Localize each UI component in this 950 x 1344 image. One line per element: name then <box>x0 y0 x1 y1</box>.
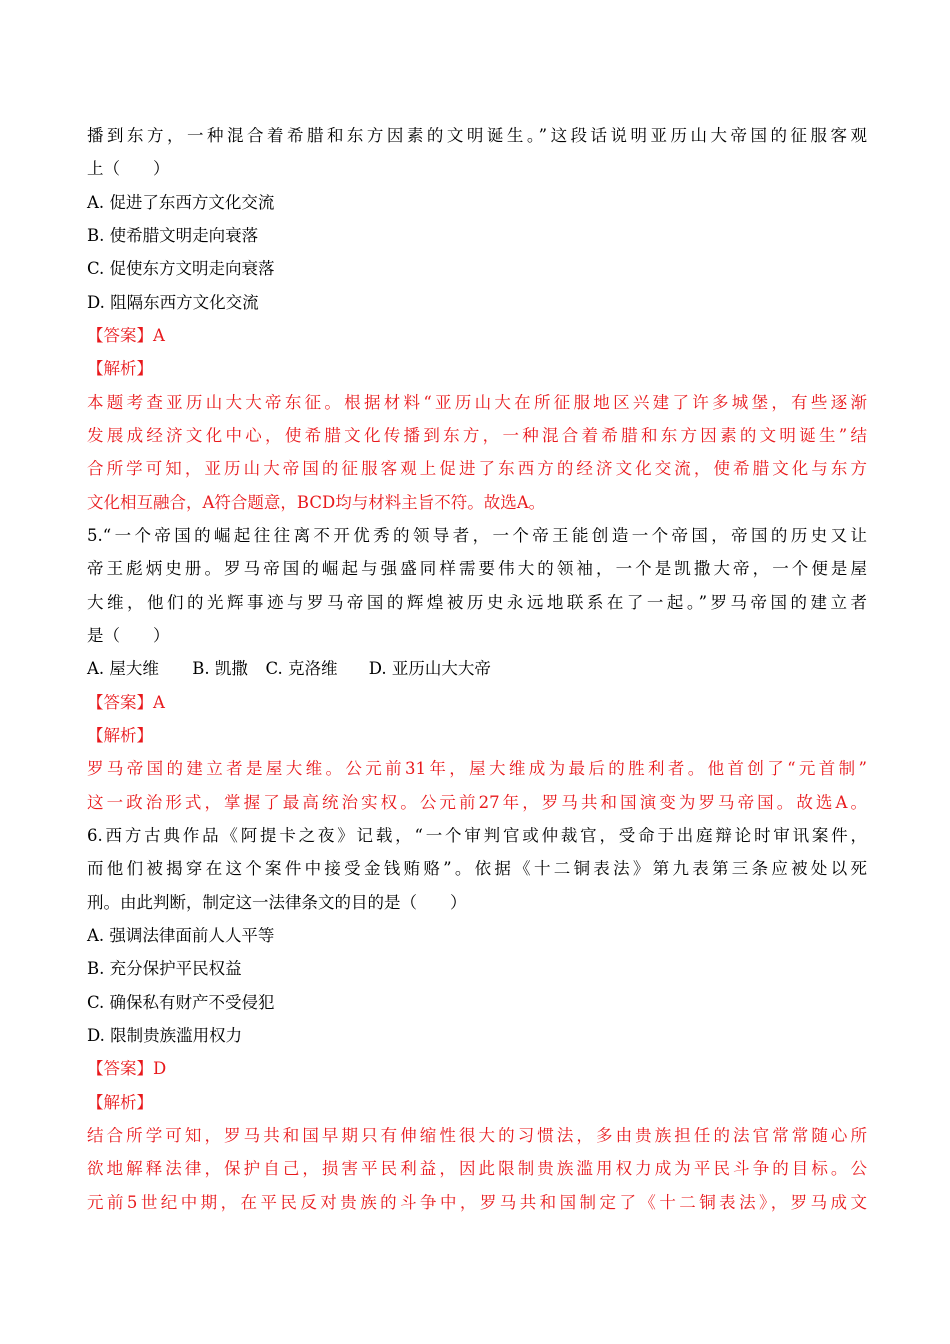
q6-analysis-line: 元前5世纪中期，在平民反对贵族的斗争中，罗马共和国制定了《十二铜表法》，罗马成文 <box>87 1193 867 1212</box>
q5-option-a: A. 屋大维 <box>87 659 159 678</box>
q4-analysis-line: 合所学可知，亚历山大帝国的征服客观上促进了东西方的经济文化交流，使希腊文化与东方 <box>87 459 867 478</box>
q5-analysis-line: 这一政治形式，掌握了最高统治实权。公元前27年，罗马共和国演变为罗马帝国。故选A。 <box>87 793 867 812</box>
q4-analysis-line: 发展成经济文化中心，使希腊文化传播到东方，一种混合着希腊和东方因素的文明诞生”结 <box>87 426 867 445</box>
q4-option-c: C. 促使东方文明走向衰落 <box>87 259 275 278</box>
q6-option-c: C. 确保私有财产不受侵犯 <box>87 993 275 1012</box>
q4-option-d: D. 阻隔东西方文化交流 <box>87 293 259 312</box>
q4-option-a: A. 促进了东西方文化交流 <box>87 193 275 212</box>
q4-analysis-line: 本题考查亚历山大大帝东征。根据材料“亚历山大在所征服地区兴建了许多城堡，有些逐渐 <box>87 393 867 412</box>
q5-option-b: B. 凯撒 <box>192 659 248 678</box>
q5-analysis-label: 【解析】 <box>87 726 153 745</box>
q4-answer: 【答案】A <box>87 326 165 345</box>
q6-stem-line: 6.西方古典作品《阿提卡之夜》记载，“一个审判官或仲裁官，受命于出庭辩论时审讯案件， <box>87 826 867 845</box>
q5-option-c: C. 克洛维 <box>265 659 338 678</box>
q4-analysis-label: 【解析】 <box>87 359 153 378</box>
q4-stem-line: 上（ ） <box>87 159 170 178</box>
q6-stem-line: 而他们被揭穿在这个案件中接受金钱贿赂”。依据《十二铜表法》第九表第三条应被处以死 <box>87 859 867 878</box>
q6-option-d: D. 限制贵族滥用权力 <box>87 1026 243 1045</box>
q5-stem-line: 是（ ） <box>87 626 170 645</box>
q6-option-a: A. 强调法律面前人人平等 <box>87 926 275 945</box>
q5-stem-line: 5.“一个帝国的崛起往往离不开优秀的领导者，一个帝王能创造一个帝国，帝国的历史又让 <box>87 526 867 545</box>
q6-analysis-label: 【解析】 <box>87 1093 153 1112</box>
q5-options-row <box>87 652 867 685</box>
q5-option-d: D. 亚历山大大帝 <box>368 659 491 678</box>
q5-stem-line: 大维，他们的光辉事迹与罗马帝国的辉煌被历史永远地联系在了一起。”罗马帝国的建立者 <box>87 593 867 612</box>
q5-stem-line: 帝王彪炳史册。罗马帝国的崛起与强盛同样需要伟大的领袖，一个是凯撒大帝，一个便是屋 <box>87 559 867 578</box>
q6-analysis-line: 欲地解释法律，保护自己，损害平民利益，因此限制贵族滥用权力成为平民斗争的目标。公 <box>87 1159 867 1178</box>
q4-stem-line: 播到东方，一种混合着希腊和东方因素的文明诞生。”这段话说明亚历山大帝国的征服客观 <box>87 126 867 145</box>
q6-answer: 【答案】D <box>87 1059 167 1078</box>
q5-analysis-line: 罗马帝国的建立者是屋大维。公元前31年，屋大维成为最后的胜利者。他首创了“元首制” <box>87 759 867 778</box>
q6-stem-line: 刑。由此判断，制定这一法律条文的目的是（ ） <box>87 893 467 912</box>
q6-analysis-line: 结合所学可知，罗马共和国早期只有伸缩性很大的习惯法，多由贵族担任的法官常常随心所 <box>87 1126 867 1145</box>
q6-option-b: B. 充分保护平民权益 <box>87 959 242 978</box>
q5-answer: 【答案】A <box>87 693 165 712</box>
q4-option-b: B. 使希腊文明走向衰落 <box>87 226 259 245</box>
q4-analysis-line: 文化相互融合，A符合题意，BCD均与材料主旨不符。故选A。 <box>87 493 546 512</box>
